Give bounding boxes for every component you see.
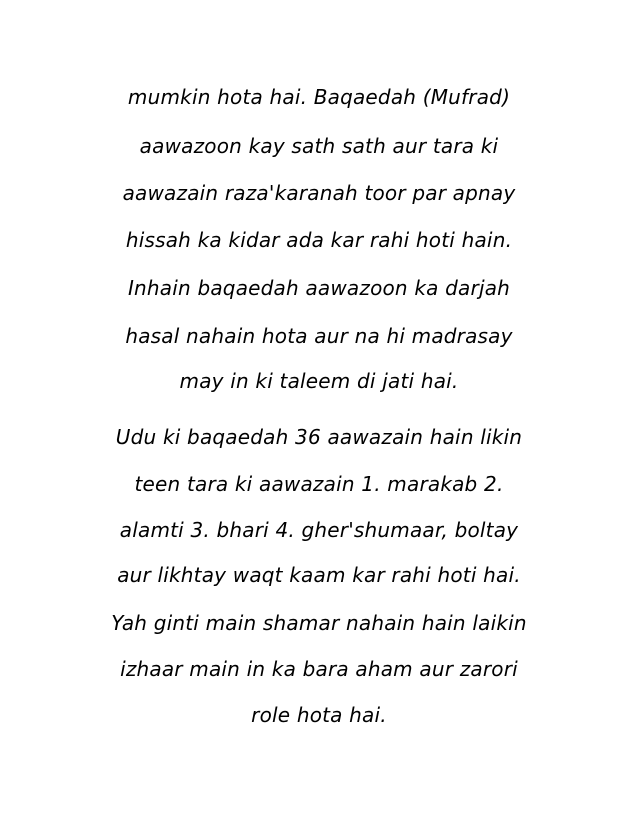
- paragraph-2-line-6: izhaar main in ka bara aham aur zarori: [120, 657, 518, 681]
- paragraph-1-line-7: may in ki taleem di jati hai.: [179, 369, 459, 393]
- paragraph-2-line-3: alamti 3. bhari 4. gher'shumaar, boltay: [119, 518, 519, 542]
- paragraph-1-line-1: mumkin hota hai. Baqaedah (Mufrad): [127, 85, 511, 109]
- paragraph-1-line-6: hasal nahain hota aur na hi madrasay: [125, 324, 513, 348]
- paragraph-1-line-5: Inhain baqaedah aawazoon ka darjah: [127, 276, 511, 300]
- paragraph-2-line-5: Yah ginti main shamar nahain hain laikin: [111, 611, 527, 635]
- paragraph-2-line-7: role hota hai.: [251, 703, 387, 727]
- paragraph-2-line-2: teen tara ki aawazain 1. marakab 2.: [134, 472, 504, 496]
- paragraph-2-line-4: aur likhtay waqt kaam kar rahi hoti hai.: [117, 563, 521, 587]
- paragraph-1-line-3: aawazain raza'karanah toor par apnay: [122, 181, 516, 205]
- paragraph-2-line-1: Udu ki baqaedah 36 aawazain hain likin: [115, 425, 523, 449]
- paragraph-1-line-2: aawazoon kay sath sath aur tara ki: [139, 134, 499, 158]
- paragraph-1-line-4: hissah ka kidar ada kar rahi hoti hain.: [125, 228, 513, 252]
